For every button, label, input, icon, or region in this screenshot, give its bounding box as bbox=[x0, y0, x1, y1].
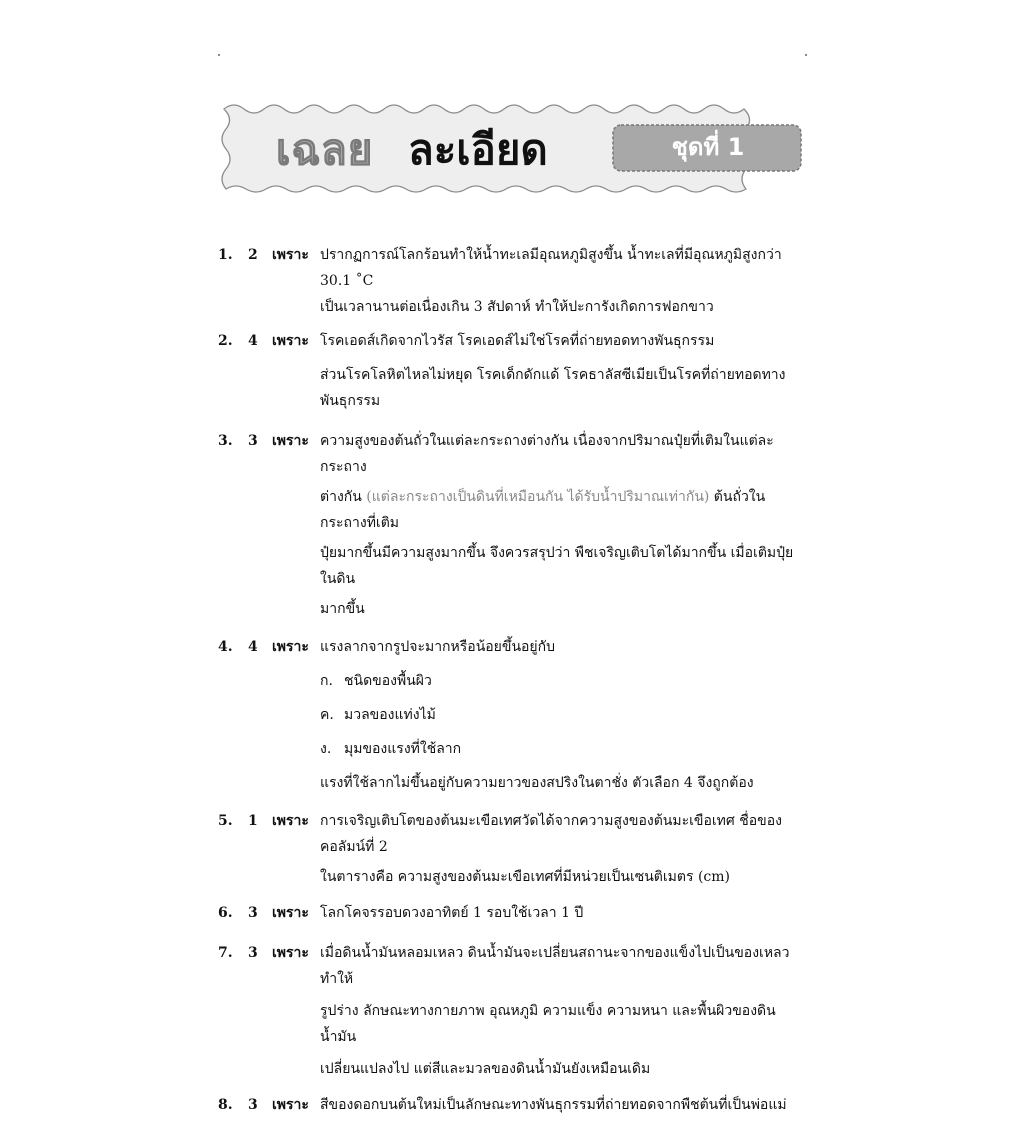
answer-choice: 4 bbox=[248, 639, 258, 655]
because-label: เพราะ bbox=[272, 333, 309, 349]
factor-text: ชนิดของพื้นผิว bbox=[344, 673, 432, 689]
answer-item-1 bbox=[218, 242, 808, 320]
explanation-line: ปุ๋ยมากขึ้นมีความสูงมากขึ้น จึงควรสรุปว่า พืชเจริญเติบโตได้มากขึ้น เมื่อเติมปุ๋ยในดิน bbox=[320, 545, 794, 587]
answer-item-4 bbox=[218, 634, 808, 796]
factor-letter: ง. bbox=[320, 741, 332, 757]
explanation-line: มากขึ้น bbox=[320, 601, 365, 617]
page-mark-right bbox=[805, 54, 807, 56]
question-number: 4. bbox=[218, 639, 233, 655]
answer-item-7 bbox=[218, 940, 808, 1082]
question-number: 8. bbox=[218, 1097, 233, 1113]
parenthetical-note: (แต่ละกระถางเป็นดินที่เหมือนกัน ได้รับน้ำปริมาณเท่ากัน) bbox=[366, 489, 710, 505]
explanation-text: ต่างกัน bbox=[320, 489, 367, 505]
because-label: เพราะ bbox=[272, 1097, 309, 1113]
explanation-line: ส่วนโรคโลหิตไหลไม่หยุด โรคเด็กดักแด้ โรคธาลัสซีเมียเป็นโรคที่ถ่ายทอดทางพันธุกรรม bbox=[320, 367, 786, 409]
answer-choice: 3 bbox=[248, 905, 258, 921]
title-highlight: เฉลย bbox=[276, 125, 374, 174]
explanation-line: ความสูงของต้นถั่วในแต่ละกระถางต่างกัน เนื่องจากปริมาณปุ๋ยที่เติมในแต่ละกระถาง bbox=[320, 433, 774, 475]
because-label: เพราะ bbox=[272, 433, 309, 449]
answer-item-2 bbox=[218, 328, 808, 414]
explanation-line: เปลี่ยนแปลงไป แต่สีและมวลของดินน้ำมันยังเหมือนเดิม bbox=[320, 1061, 651, 1077]
answer-banner bbox=[218, 95, 808, 195]
explanation-line: โรคเอดส์เกิดจากไวรัส โรคเอดส์ไม่ใช่โรคที่ถ่ายทอดทางพันธุกรรม bbox=[320, 333, 715, 349]
because-label: เพราะ bbox=[272, 813, 309, 829]
explanation-line: รูปร่าง ลักษณะทางกายภาพ อุณหภูมิ ความแข็ง ความหนา และพื้นผิวของดินน้ำมัน bbox=[320, 1003, 776, 1045]
answer-choice: 3 bbox=[248, 1097, 258, 1113]
explanation-line: แรงที่ใช้ลากไม่ขึ้นอยู่กับความยาวของสปริงในตาชั่ง ตัวเลือก 4 จึงถูกต้อง bbox=[320, 775, 754, 791]
answer-item-5 bbox=[218, 808, 808, 890]
question-number: 3. bbox=[218, 433, 233, 449]
question-number: 2. bbox=[218, 333, 233, 349]
page-title: ละเอียด bbox=[408, 125, 548, 174]
explanation-line: สีของดอกบนต้นใหม่เป็นลักษณะทางพันธุกรรมที่ถ่ายทอดจากพืชต้นที่เป็นพ่อแม่ bbox=[320, 1097, 787, 1113]
factor-text: มุมของแรงที่ใช้ลาก bbox=[344, 741, 462, 757]
explanation-line: เมื่อดินน้ำมันหลอมเหลว ดินน้ำมันจะเปลี่ยนสถานะจากของแข็งไปเป็นของเหลว ทำให้ bbox=[320, 945, 790, 987]
answer-item-6 bbox=[218, 900, 808, 926]
explanation-line: ปรากฏการณ์โลกร้อนทำให้น้ำทะเลมีอุณหภูมิสูงขึ้น น้ำทะเลที่มีอุณหภูมิสูงกว่า 30.1 ˚C bbox=[320, 247, 782, 289]
because-label: เพราะ bbox=[272, 905, 309, 921]
factor-item bbox=[218, 668, 808, 694]
set-number-badge: ชุดที่ 1 bbox=[671, 133, 745, 161]
factor-letter: ค. bbox=[320, 707, 334, 723]
question-number: 6. bbox=[218, 905, 233, 921]
explanation-line: แรงลากจากรูปจะมากหรือน้อยขึ้นอยู่กับ bbox=[320, 639, 555, 655]
because-label: เพราะ bbox=[272, 247, 309, 263]
answer-choice: 3 bbox=[248, 945, 258, 961]
explanation-line: โลกโคจรรอบดวงอาทิตย์ 1 รอบใช้เวลา 1 ปี bbox=[320, 905, 584, 921]
answer-choice: 3 bbox=[248, 433, 258, 449]
explanation-line: การเจริญเติบโตของต้นมะเขือเทศวัดได้จากความสูงของต้นมะเขือเทศ ชื่อของคอลัมน์ที่ 2 bbox=[320, 813, 782, 855]
answer-item-3 bbox=[218, 428, 808, 622]
because-label: เพราะ bbox=[272, 945, 309, 961]
explanation-text: ต้นถั่วในกระถางที่เติม bbox=[320, 489, 766, 531]
answer-item-8 bbox=[218, 1092, 808, 1118]
explanation-line: ในตารางคือ ความสูงของต้นมะเขือเทศที่มีหน่วยเป็นเซนติเมตร (cm) bbox=[320, 869, 731, 885]
factor-item bbox=[218, 702, 808, 728]
because-label: เพราะ bbox=[272, 639, 309, 655]
factor-text: มวลของแท่งไม้ bbox=[344, 707, 436, 723]
answer-choice: 1 bbox=[248, 813, 258, 829]
page-mark-left bbox=[218, 54, 220, 56]
question-number: 1. bbox=[218, 247, 233, 263]
factor-letter: ก. bbox=[320, 673, 333, 689]
answer-choice: 4 bbox=[248, 333, 258, 349]
explanation-line: เป็นเวลานานต่อเนื่องเกิน 3 สัปดาห์ ทำให้ปะการังเกิดการฟอกขาว bbox=[320, 299, 714, 315]
question-number: 5. bbox=[218, 813, 233, 829]
question-number: 7. bbox=[218, 945, 233, 961]
explanation-line bbox=[218, 484, 808, 536]
factor-item bbox=[218, 736, 808, 762]
answer-list bbox=[218, 242, 808, 1126]
answer-choice: 2 bbox=[248, 247, 258, 263]
